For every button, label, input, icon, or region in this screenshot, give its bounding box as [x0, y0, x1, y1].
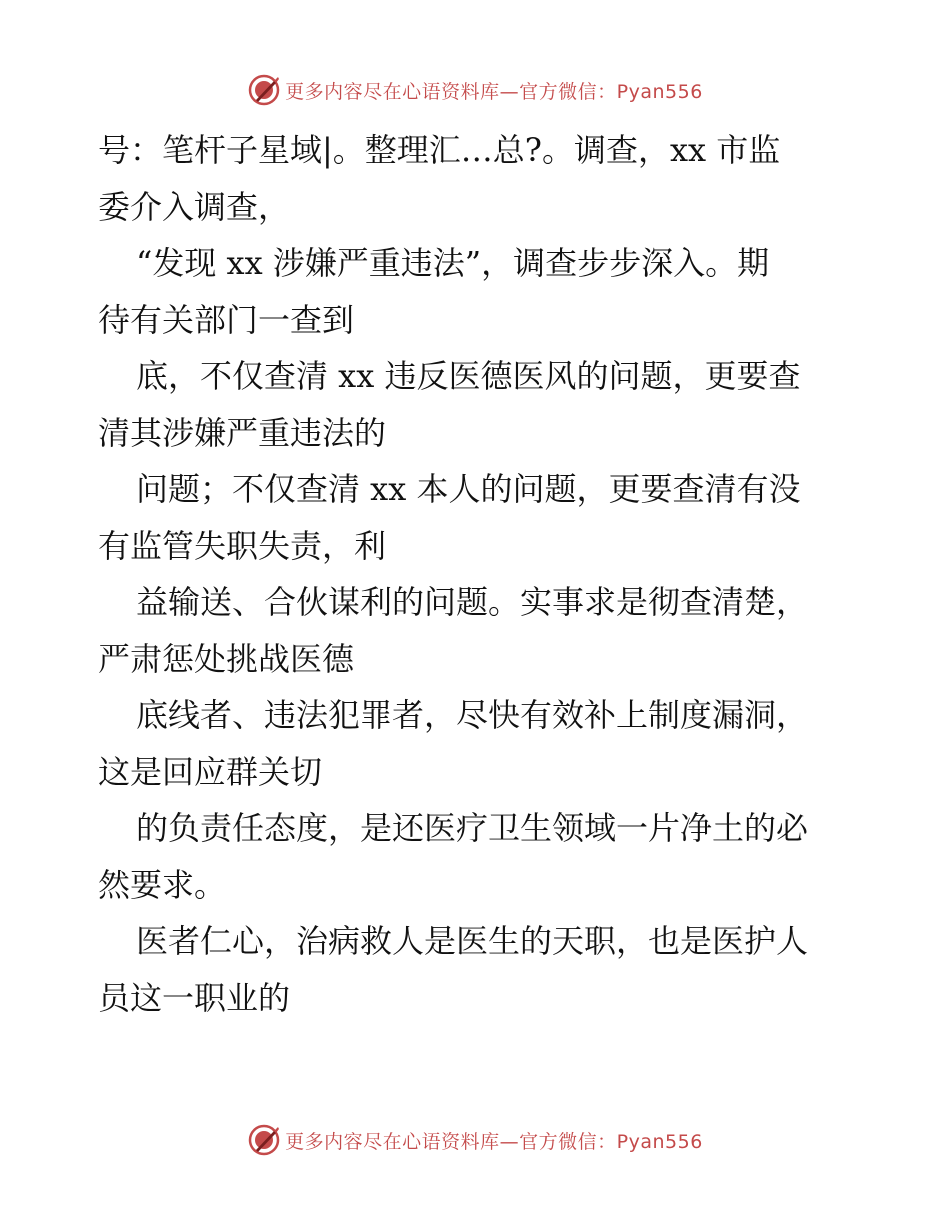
text-line: 这是回应群关切: [98, 752, 323, 791]
header-banner-text: 更多内容尽在心语资料库—官方微信：Pyan556: [285, 80, 703, 103]
text-line: 委介入调查，: [98, 187, 291, 226]
text-line: 严肃惩处挑战医德: [98, 639, 355, 678]
article-body: [98, 122, 858, 1026]
text-line: 问题；不仅查清 xx 本人的问题，更要查清有没: [136, 470, 801, 508]
text-line: 待有关部门一查到: [98, 300, 355, 339]
text-line: 医者仁心，治病救人是医生的天职，也是医护人: [136, 922, 809, 960]
text-line: 底线者、违法犯罪者，尽快有效补上制度漏洞，: [136, 696, 809, 734]
text-line: 底，不仅查清 xx 违反医德医风的问题，更要查: [136, 357, 801, 395]
text-line: “发现 xx 涉嫌严重违法”，调查步步深入。期: [136, 244, 770, 282]
text-line: 然要求。: [98, 865, 227, 904]
text-line: 号：笔杆子星域|。整理汇…总?。调查，xx 市监: [98, 131, 781, 169]
text-line: 有监管失职失责，利: [98, 526, 387, 565]
footer-banner: [0, 1120, 950, 1160]
text-line: 益输送、合伙谋利的问题。实事求是彻查清楚，: [136, 583, 809, 621]
text-line: 的负责任态度，是还医疗卫生领域一片净土的必: [136, 809, 809, 847]
pen-logo-icon: [247, 73, 281, 107]
text-line: 员这一职业的: [98, 978, 291, 1017]
text-line: 清其涉嫌严重违法的: [98, 413, 387, 452]
header-banner: [0, 70, 950, 110]
pen-logo-icon: [247, 1123, 281, 1157]
footer-banner-text: 更多内容尽在心语资料库—官方微信：Pyan556: [285, 1130, 703, 1153]
